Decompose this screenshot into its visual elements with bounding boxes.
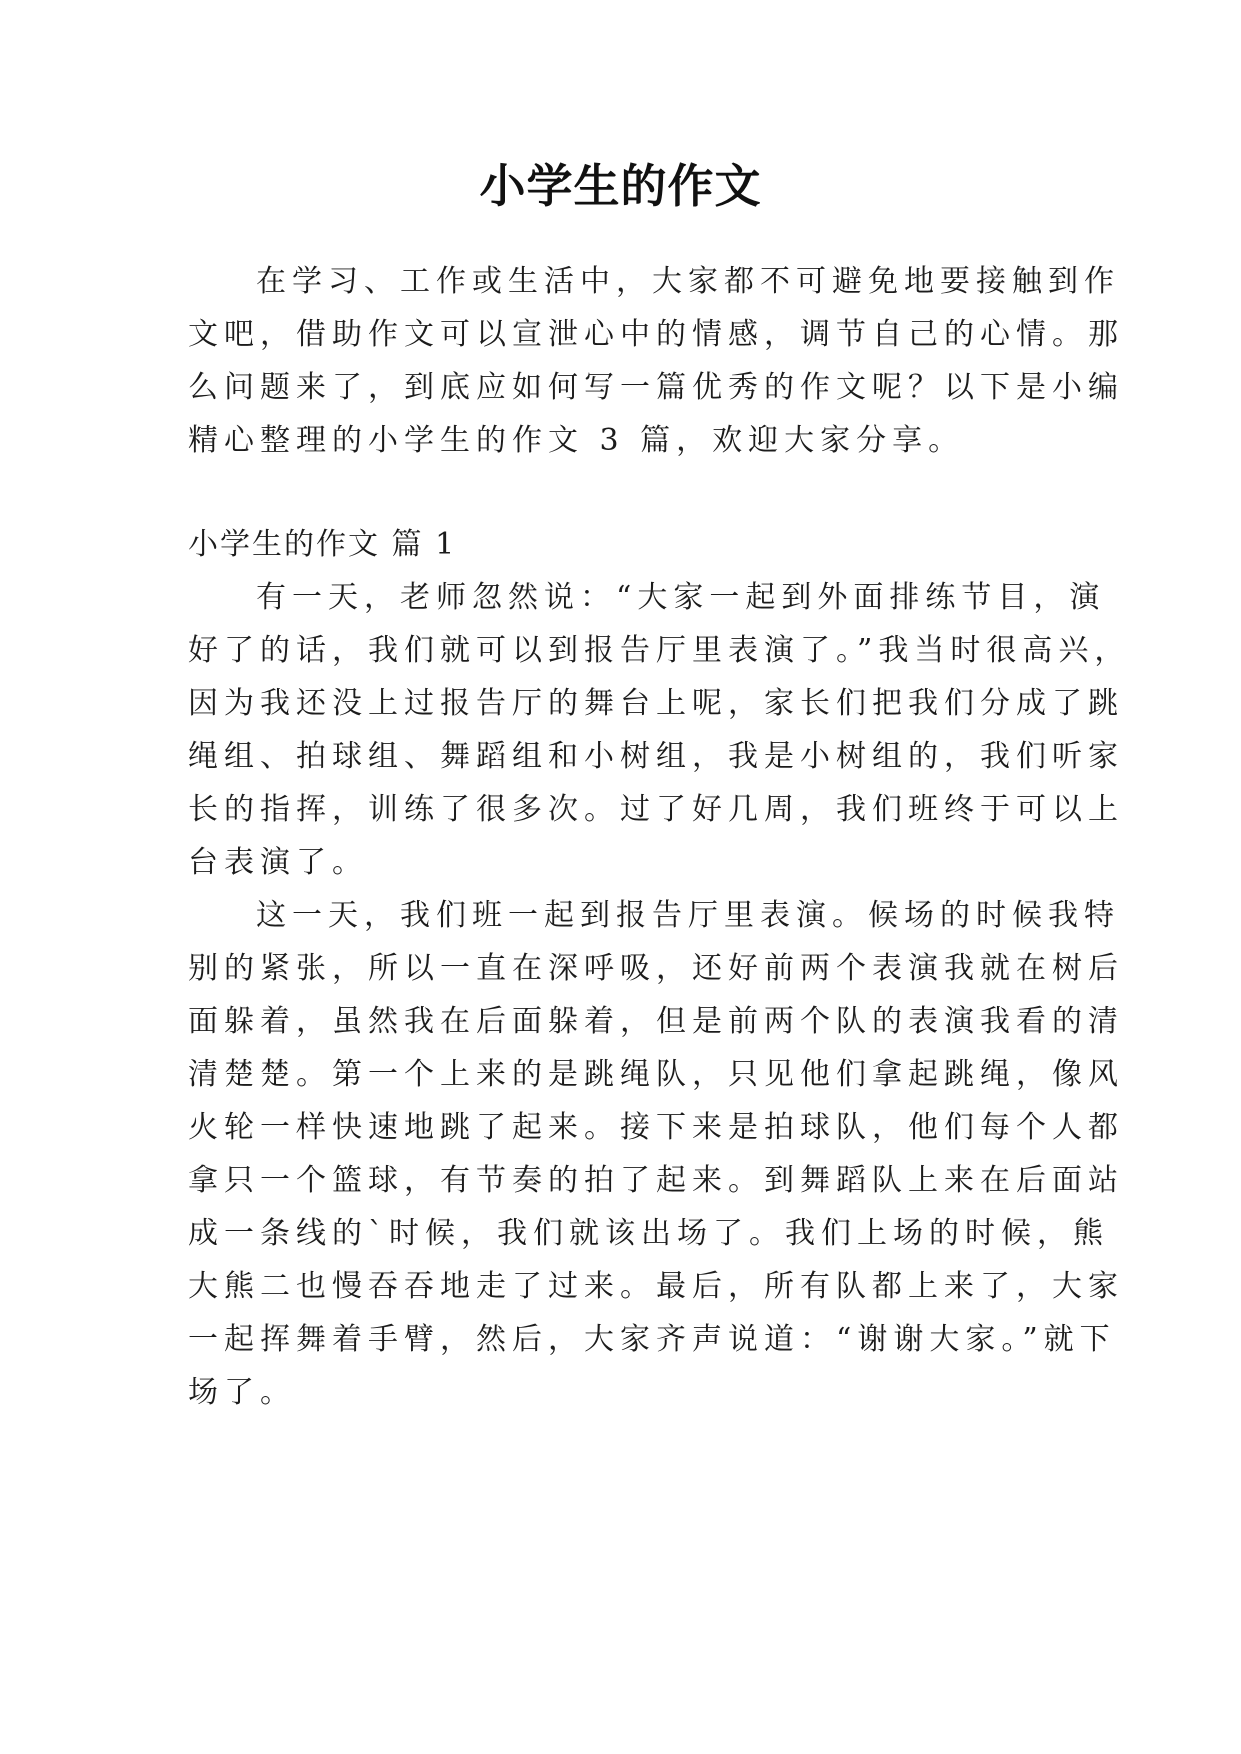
paragraph-line: 大熊二也慢吞吞地走了过来。最后，所有队都上来了，大家 <box>188 1269 1124 1304</box>
document-title: 小学生的作文 <box>479 159 762 213</box>
paragraph-line: 这一天，我们班一起到报告厅里表演。候场的时候我特 <box>256 898 1120 933</box>
section-heading: 小学生的作文 篇 1 <box>188 527 457 562</box>
paragraph-line: 成一条线的`时候，我们就该出场了。我们上场的时候，熊 <box>188 1216 1109 1251</box>
paragraph-line: 一起挥舞着手臂，然后，大家齐声说道：“谢谢大家。”就下 <box>188 1322 1116 1357</box>
paragraph-line: 台表演了。 <box>188 845 368 880</box>
paragraph-line: 拿只一个篮球，有节奏的拍了起来。到舞蹈队上来在后面站 <box>188 1163 1124 1198</box>
paragraph-line: 有一天，老师忽然说：“大家一起到外面排练节目，演 <box>256 580 1106 615</box>
paragraph-line: 场了。 <box>188 1375 296 1410</box>
intro-line: 在学习、工作或生活中，大家都不可避免地要接触到作 <box>256 264 1120 299</box>
paragraph-line: 清楚楚。第一个上来的是跳绳队，只见他们拿起跳绳，像风 <box>188 1057 1124 1092</box>
paragraph-line: 好了的话，我们就可以到报告厅里表演了。”我当时很高兴， <box>188 633 1131 668</box>
paragraph-line: 长的指挥，训练了很多次。过了好几周，我们班终于可以上 <box>188 792 1124 827</box>
intro-line: 精心整理的小学生的作文 3 篇，欢迎大家分享。 <box>188 423 965 458</box>
paragraph-line: 绳组、拍球组、舞蹈组和小树组，我是小树组的，我们听家 <box>188 739 1124 774</box>
paragraph-line: 别的紧张，所以一直在深呼吸，还好前两个表演我就在树后 <box>188 951 1124 986</box>
intro-line: 文吧，借助作文可以宣泄心中的情感，调节自己的心情。那 <box>188 317 1124 352</box>
paragraph-line: 面躲着，虽然我在后面躲着，但是前两个队的表演我看的清 <box>188 1004 1124 1039</box>
intro-line: 么问题来了，到底应如何写一篇优秀的作文呢？以下是小编 <box>188 370 1124 405</box>
paragraph-line: 火轮一样快速地跳了起来。接下来是拍球队，他们每个人都 <box>188 1110 1124 1145</box>
paragraph-line: 因为我还没上过报告厅的舞台上呢，家长们把我们分成了跳 <box>188 686 1124 721</box>
